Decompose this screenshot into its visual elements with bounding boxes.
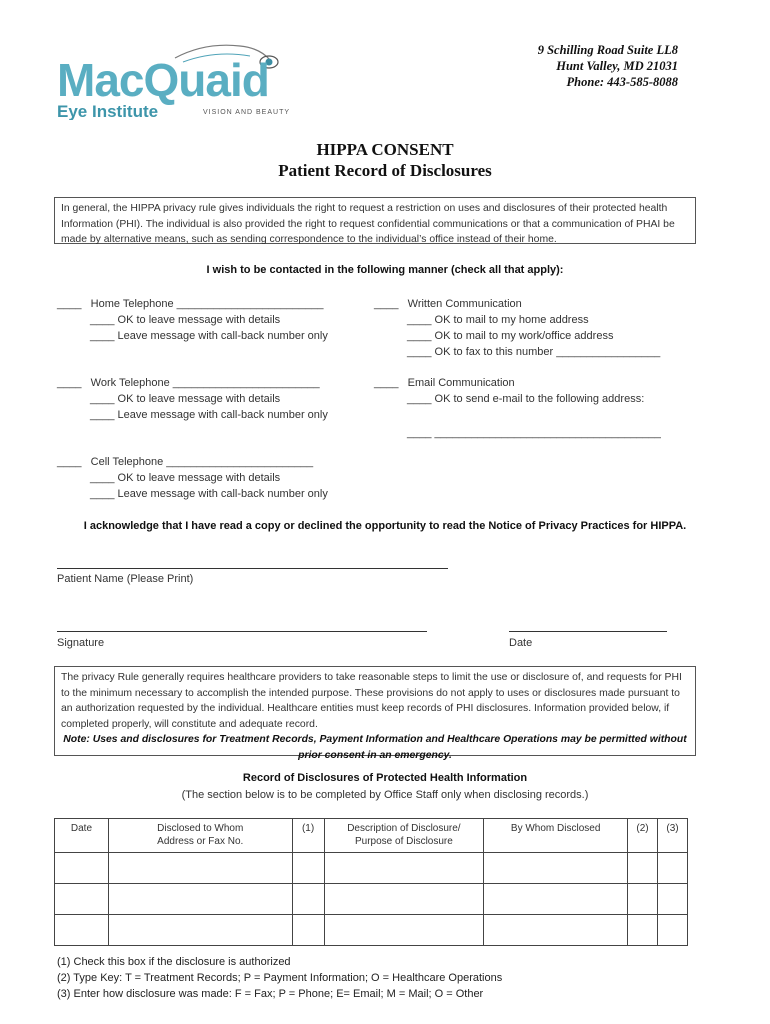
acknowledgement-text: I acknowledge that I have read a copy or declined the opportunity to read the Notice of Privacy Practices for HIPPA. (83, 520, 687, 532)
table-cell[interactable] (324, 853, 484, 884)
option-label: ____ Written Communication (374, 298, 522, 310)
address-line: 9 Schilling Road Suite LL8 (537, 43, 678, 57)
table-cell[interactable] (657, 853, 687, 884)
clinic-address (538, 42, 678, 90)
contact-cell-telephone[interactable] (57, 454, 328, 502)
table-cell[interactable] (108, 915, 292, 946)
footnote: (1) Check this box if the disclosure is authorized (57, 956, 291, 968)
clinic-logo (55, 40, 295, 120)
option-label: ____ Email Communication (374, 377, 515, 389)
option-label: ____ Work Telephone ________________________ (57, 377, 320, 389)
form-title: HIPPA CONSENT (316, 140, 454, 159)
footnotes (57, 954, 502, 1002)
footnote: (2) Type Key: T = Treatment Records; P = Payment Information; O = Healthcare Operations (57, 972, 503, 984)
records-subheading: (The section below is to be completed by Office Staff only when disclosing records.) (181, 789, 589, 801)
table-row (55, 853, 688, 884)
contact-work-telephone[interactable] (57, 375, 328, 423)
table-cell[interactable] (484, 853, 628, 884)
table-cell[interactable] (657, 915, 687, 946)
table-cell[interactable] (324, 915, 484, 946)
col-type-key: (2) (628, 819, 658, 853)
table-cell[interactable] (55, 884, 109, 915)
logo-wordmark: MacQuaid (57, 54, 269, 106)
table-cell[interactable] (324, 884, 484, 915)
col-authorized: (1) (292, 819, 324, 853)
table-cell[interactable] (292, 915, 324, 946)
logo-subtitle: Eye Institute (57, 102, 159, 120)
address-line: Hunt Valley, MD 21031 (556, 59, 678, 73)
option-sub[interactable]: ____ OK to fax to this number _________________ (407, 346, 661, 358)
col-date: Date (55, 819, 109, 853)
table-cell[interactable] (108, 884, 292, 915)
table-cell[interactable] (292, 853, 324, 884)
signature-field[interactable] (57, 631, 427, 632)
option-sub[interactable]: ____ Leave message with call-back number only (90, 409, 328, 421)
table-header-row (55, 819, 688, 853)
records-heading: Record of Disclosures of Protected Health Information (242, 772, 528, 784)
table-cell[interactable] (628, 884, 658, 915)
option-sub[interactable]: ____ OK to send e-mail to the following address: (407, 393, 645, 405)
table-cell[interactable] (628, 915, 658, 946)
signature-label: Signature (57, 637, 105, 649)
table-cell[interactable] (292, 884, 324, 915)
table-cell[interactable] (657, 884, 687, 915)
option-sub[interactable]: ____ OK to leave message with details (90, 472, 281, 484)
table-cell[interactable] (55, 853, 109, 884)
col-method: (3) (657, 819, 687, 853)
option-label: ____ Home Telephone ________________________ (57, 298, 324, 310)
form-subtitle: Patient Record of Disclosures (278, 161, 492, 180)
table-row (55, 884, 688, 915)
option-sub[interactable]: ____ Leave message with call-back number only (90, 488, 328, 500)
contact-email-communication[interactable] (374, 375, 661, 441)
disclosure-table (54, 818, 688, 946)
contact-heading: I wish to be contacted in the following manner (check all that apply): (206, 264, 564, 276)
option-label: ____ Cell Telephone ________________________ (57, 456, 314, 468)
privacy-rule-box (54, 666, 696, 761)
table-cell[interactable] (484, 915, 628, 946)
option-sub[interactable]: ____ OK to leave message with details (90, 314, 281, 326)
col-disclosed-to: Disclosed to Whom Address or Fax No. (108, 819, 292, 853)
option-sub[interactable]: ____ OK to leave message with details (90, 393, 281, 405)
option-sub[interactable]: ____ OK to mail to my work/office address (407, 330, 614, 342)
email-address-field[interactable]: ____ _____________________________________ (407, 427, 661, 439)
table-cell[interactable] (108, 853, 292, 884)
option-sub[interactable]: ____ OK to mail to my home address (407, 314, 589, 326)
contact-home-telephone[interactable] (57, 296, 328, 344)
privacy-note: Note: Uses and disclosures for Treatment Records, Payment Information and Healthcare Operations may be permitted without prior consent in an emergency. (63, 734, 687, 761)
intro-box: In general, the HIPPA privacy rule gives individuals the right to request a restriction on uses and disclosures of their protected health Information (PHI). The individual is also provided the right to request confidential communications or that a communication of PHAI be made by alternative means, such as sending correspondence to the individual’s office instead of their home. (54, 197, 696, 244)
table-cell[interactable] (484, 884, 628, 915)
patient-name-field[interactable] (57, 568, 448, 569)
contact-written-communication[interactable] (374, 296, 660, 360)
table-row (55, 915, 688, 946)
table-cell[interactable] (55, 915, 109, 946)
option-sub[interactable]: ____ Leave message with call-back number only (90, 330, 328, 342)
date-label: Date (509, 637, 533, 649)
patient-name-label: Patient Name (Please Print) (57, 573, 194, 585)
privacy-text: The privacy Rule generally requires healthcare providers to take reasonable steps to limit the use or disclosure of, and requests for PHI to the minimum necessary to accomplish the intended purpose. These provisions do not apply to uses or disclosures made pursuant to an authorization requested by the individual. Healthcare entities must keep records of PHI disclosures. Information provided below, if completed properly, will constitute and adequate record. (61, 672, 682, 730)
footnote: (3) Enter how disclosure was made: F = Fax; P = Phone; E= Email; M = Mail; O = Other (57, 988, 484, 1000)
option-spacer (374, 407, 661, 425)
table-cell[interactable] (628, 853, 658, 884)
col-description: Description of Disclosure/ Purpose of Disclosure (324, 819, 484, 853)
date-field[interactable] (509, 631, 667, 632)
logo-tagline: VISION AND BEAUTY (203, 109, 291, 116)
phone-line: Phone: 443-585-8088 (566, 75, 678, 89)
col-by-whom: By Whom Disclosed (484, 819, 628, 853)
